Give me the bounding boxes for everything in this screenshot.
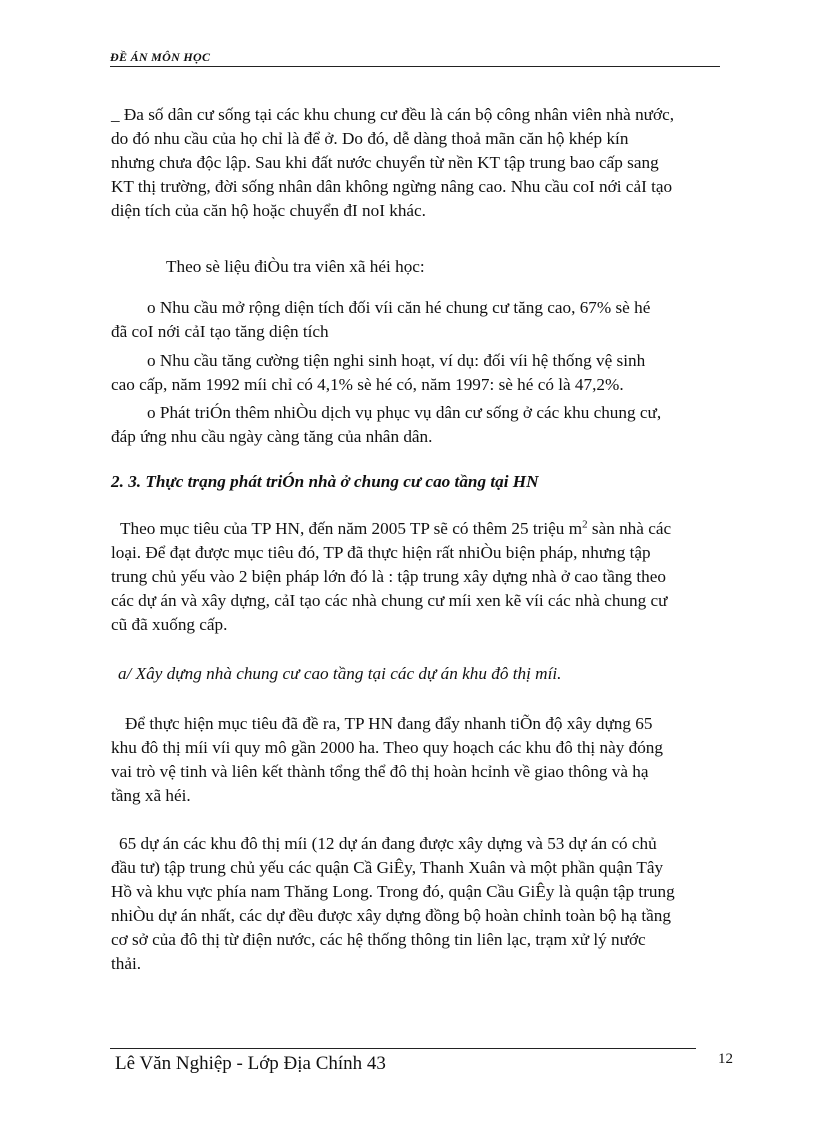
paragraph-4-line: Hồ và khu vực phía nam Thăng Long. Trong đó, quận Cầu GiÊy là quận tập trung: [111, 882, 675, 901]
paragraph-1: [111, 103, 741, 223]
paragraph-3-line: tầng xã héi.: [111, 786, 191, 805]
bullet-item-line: o Phát triÓn thêm nhiÒu dịch vụ phục vụ dân cư sống ở các khu chung cư,: [147, 403, 662, 422]
bullet-item: [111, 401, 741, 449]
subheading: a/ Xây dựng nhà chung cư cao tầng tại các dự án khu đô thị míi.: [118, 664, 562, 683]
paragraph-3-line: vai trò vệ tinh và liên kết thành tổng thể đô thị hoàn hcỉnh về giao thông và hạ: [111, 762, 649, 781]
paragraph-2-line: các dự án và xây dựng, cảI tạo các nhà chung cư míi xen kẽ víi các nhà chung cư: [111, 591, 668, 610]
bullet-item: [111, 296, 741, 344]
paragraph-2: [111, 517, 741, 637]
footer-author: Lê Văn Nghiệp - Lớp Địa Chính 43: [115, 1053, 386, 1074]
bullet-item-line: đáp ứng nhu cầu ngày càng tăng của nhân dân.: [111, 427, 433, 446]
paragraph-4-line: 65 dự án các khu đô thị míi (12 dự án đang được xây dựng và 53 dự án có chủ: [119, 834, 657, 853]
header-title: ĐỀ ÁN MÔN HỌC: [110, 50, 211, 64]
paragraph-3-line: khu đô thị míi víi quy mô gần 2000 ha. Theo quy hoạch các khu đô thị này đóng: [111, 738, 663, 757]
paragraph-1-line: do đó nhu cầu của họ chỉ là để ở. Do đó, dễ dàng thoả mãn căn hộ khép kín: [111, 129, 629, 148]
bullet-item: [111, 349, 741, 397]
paragraph-3-line: Để thực hiện mục tiêu đã đề ra, TP HN đang đẩy nhanh tiÕn độ xây dựng 65: [125, 714, 653, 733]
superscript: 2: [582, 518, 588, 531]
bullet-item-line: o Nhu cầu mở rộng diện tích đối víi căn hé chung cư tăng cao, 67% sè hé: [147, 298, 651, 317]
paragraph-1-line: nhưng chưa độc lập. Sau khi đất nước chuyển từ nền KT tập trung bao cấp sang: [111, 153, 659, 172]
paragraph-4-line: nhiÒu dự án nhất, các dự đều được xây dựng đồng bộ hoàn chỉnh toàn bộ hạ tầng: [111, 906, 671, 925]
paragraph-1-line: _ Đa số dân cư sống tại các khu chung cư đều là cán bộ công nhân viên nhà nước,: [111, 105, 674, 124]
paragraph-4: [111, 832, 741, 976]
paragraph-2-line: loại. Để đạt được mục tiêu đó, TP đã thực hiện rất nhiÒu biện pháp, nhưng tập: [111, 543, 651, 562]
paragraph-2-line: [111, 517, 741, 541]
bullet-item-line: o Nhu cầu tăng cường tiện nghi sinh hoạt, ví dụ: đối víi hệ thống vệ sinh: [147, 351, 646, 370]
paragraph-2-line: cũ đã xuống cấp.: [111, 615, 228, 634]
paragraph-2-text: sàn nhà các: [587, 519, 672, 538]
section-heading: 2. 3. Thực trạng phát triÓn nhà ở chung cư cao tầng tại HN: [111, 472, 539, 491]
paragraph-3: [111, 712, 741, 808]
page-header: [110, 46, 720, 67]
page-number: 12: [718, 1051, 733, 1067]
paragraph-2-line: trung chủ yếu vào 2 biện pháp lớn đó là : tập trung xây dựng nhà ở cao tầng theo: [111, 567, 666, 586]
footer-divider: [110, 1048, 696, 1049]
survey-intro: Theo sè liệu điÒu tra viên xã héi học:: [166, 257, 425, 276]
paragraph-2-text: Theo mục tiêu của TP HN, đến năm 2005 TP sẽ có thêm 25 triệu m: [120, 519, 583, 538]
bullet-item-line: đã coI nới cảI tạo tăng diện tích: [111, 322, 329, 341]
paragraph-4-line: thải.: [111, 954, 142, 973]
paragraph-1-line: KT thị trường, đời sống nhân dân không ngừng nâng cao. Nhu cầu coI nới cảI tạo: [111, 177, 673, 196]
bullet-item-line: cao cấp, năm 1992 míi chỉ có 4,1% sè hé có, năm 1997: sè hé có là 47,2%.: [111, 375, 624, 394]
paragraph-4-line: đầu tư) tập trung chủ yếu các quận Cầ GiÊy, Thanh Xuân và một phần quận Tây: [111, 858, 664, 877]
paragraph-1-line: diện tích của căn hộ hoặc chuyển đI noI khác.: [111, 201, 426, 220]
paragraph-4-line: cơ sở của đô thị từ điện nước, các hệ thống thông tin liên lạc, trạm xử lý nước: [111, 930, 646, 949]
